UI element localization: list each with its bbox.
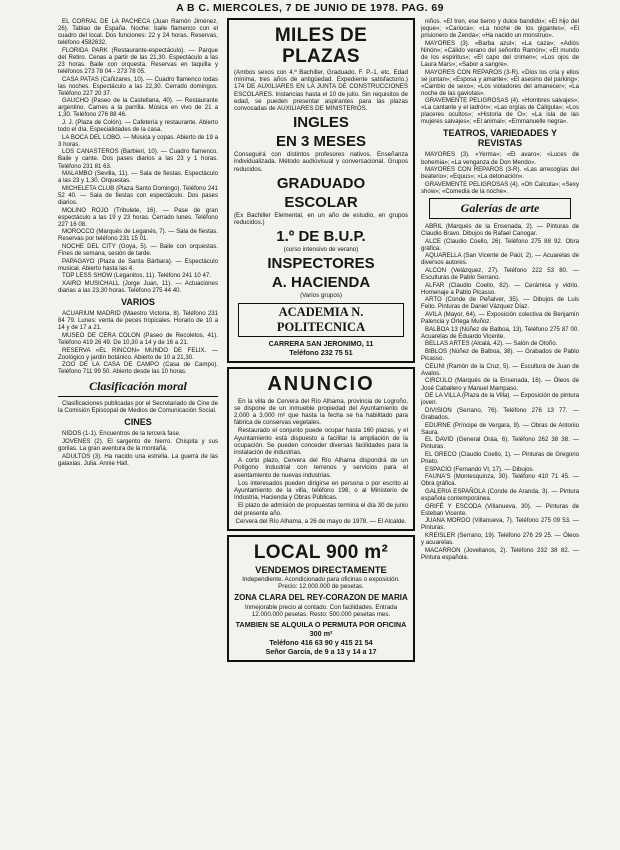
- ad-heading: EN 3 MESES: [275, 133, 367, 151]
- left-column: [58, 18, 218, 848]
- listing-paragraph: MOROCCO (Marqués de Leganés, 7). — Sala de fiestas. Reservas por teléfono 231 15 01.: [58, 228, 218, 243]
- anuncio-ad: [227, 367, 415, 531]
- ad-heading: INSPECTORES: [267, 255, 375, 273]
- local-phone: Teléfono 416 63 90 y 415 21 54: [269, 637, 373, 647]
- rating-paragraph: GRAVEMENTE PELIGROSAS (4). «Hombres salvajes»; «La cantante y el ladrón»; «Las orgías de Calígula»; «Los placeres ocultos»; «Historia de O»; «La isla de las mujeres salvajes»; «El animal»; «Emmanuelle negra».: [421, 97, 579, 126]
- varios-paragraph: ZOO DE LA CASA DE CAMPO (Casa de Campo). Teléfono 711 99 50. Abierto desde las 10 horas.: [58, 361, 218, 376]
- gallery-item: BELLAS ARTES (Alcalá, 42). — Salón de Otoño.: [425, 340, 558, 348]
- academy-address: CARRERA SAN JERONIMO, 11: [268, 338, 374, 348]
- local-title: LOCAL 900 m²: [253, 542, 389, 564]
- cines-paragraph: JOVENES (2). El sargento de hierro. Chispita y sus gorilas. La gran aventura de la montaña.: [58, 438, 218, 453]
- page-header: A B C. MIERCOLES, 7 DE JUNIO DE 1978. PAG. 69: [176, 2, 444, 14]
- anuncio-paragraph: Cervera del Río Alhama, a 26 de mayo de 1978. — El Alcalde.: [235, 517, 407, 525]
- local-subtitle: VENDEMOS DIRECTAMENTE: [255, 565, 387, 577]
- cines-paragraph: ADULTOS (3). Ha nacido una estrella. La guerra de las galaxias. Julia. Annie Hall.: [58, 452, 218, 467]
- academy-phone: Teléfono 232 75 51: [289, 347, 353, 357]
- gallery-item: ESPACIO (Fernando VI, 17). — Dibujos.: [425, 465, 535, 473]
- gallery-item: CIRCULO (Marqués de la Ensenada, 16). — Óleos de José Caballero y Manuel Mampaso.: [421, 377, 579, 392]
- teatros-paragraph: MAYORES (3). «Yerma»; «El avaro»; «Luces de bohemia»; «La venganza de Don Mendo».: [421, 151, 579, 166]
- ad-heading: ESCOLAR: [284, 193, 358, 211]
- gallery-item: ALCE (Claudio Coello, 26). Teléfono 275 88 92. Obra gráfica.: [421, 237, 579, 252]
- academy-name: ACADEMIA N. POLITECNICA: [238, 303, 404, 337]
- ad-title: MILES DE PLAZAS: [274, 25, 368, 67]
- gallery-item: EDURNE (Príncipe de Vergara, 9). — Obras de Antonio Saura.: [421, 421, 579, 436]
- gallery-item: AVILA (Mayor, 64). — Exposición colectiva de Benjamín Palencia y Ortega Muñoz.: [421, 311, 579, 326]
- anuncio-title: ANUNCIO: [267, 372, 375, 395]
- gallery-item: DIVISION (Serrano, 76). Teléfono 276 13 77. — Grabados.: [421, 406, 579, 421]
- gallery-item: GALERIA ESPAÑOLA (Conde de Aranda, 3). — Pintura española contemporánea.: [421, 487, 579, 502]
- ad-heading: INGLES: [293, 114, 349, 132]
- listing-paragraph: TOP LESS SHOW (Leganitos, 11). Teléfono 241 10 47.: [62, 272, 211, 280]
- rating-paragraph: MAYORES (3). «Barba azul»; «La caza»; «Adiós Ninón»; «Cálido verano del señorito Ramón»; «El mundo de los espíritus»; «El capo del crimen»; «Los ojos de Laura Mars»; «Sabor a sangre».: [421, 39, 579, 68]
- listing-paragraph: XAIRO MUSICHALL (Jorge Juan, 11). — Actuaciones diarias a las 23,30 horas. Teléfono 275 44 40.: [58, 280, 218, 295]
- local-body: Inmejorable precio al contado. Con facilidades. Entrada 12.000.000 pesetas. Resto: 500.000 pesetas mes.: [244, 603, 398, 618]
- gallery-item: MACARRON (Jovellanos, 2). Teléfono 232 38 82. — Pintura española.: [421, 546, 579, 561]
- rating-paragraph: MAYORES CON REPAROS (3-R). «Dios los cría y ellos se juntan»; «Esposa y amante»; «El asesino del parking»; «Cambio de sexo»; «Los violadores del amanecer»; «La noche de las gaviotas».: [421, 68, 579, 97]
- gallery-item: GRIFÉ Y ESCODA (Villanueva, 30). — Pinturas de Esteban Vicente.: [421, 502, 579, 517]
- gallery-item: ALFAR (Claudio Coello, 82). — Cerámica y vidrio. Homenaje a Pablo Picasso.: [421, 281, 579, 296]
- listing-paragraph: GAUCHO (Paseo de la Castellana, 40). — Restaurante argentino. Carnes a la parrilla. Música en vivo de 21 a 1,30. Teléfono 276 88 46.: [58, 97, 218, 119]
- listing-paragraph: MOLINO ROJO (Tribulete, 16). — Pase de gran espectáculo a las 19 y 23 horas. Cerrado lunes. Teléfono 227 16 08.: [58, 206, 218, 228]
- gallery-item: ARTO (Conde de Peñalver, 35). — Dibujos de Luis Feito. Pinturas de Daniel Vázquez Díaz.: [421, 296, 579, 311]
- local-rent: TAMBIEN SE ALQUILA O PERMUTA POR OFICINA 300 m²: [235, 619, 407, 638]
- gallery-item: AQUARELLA (San Vicente de Paúl, 2). — Acuarelas de diversos autores.: [421, 252, 579, 267]
- ad-body: (Varios grupos): [300, 292, 342, 300]
- anuncio-paragraph: Restaurado el conjunto puede ocupar hasta 160 plazas, y el Ayuntamiento está dispuesto a facilitar la ampliación de la ocupación. Se pueden conceder diversas facilidades para la instalación de industrias.: [234, 427, 408, 457]
- teatros-paragraph: GRAVEMENTE PELIGROSAS (4). «Oh Calcuta»; «Sexy show»; «Comedia de la noche».: [421, 180, 579, 195]
- anuncio-paragraph: A corto plazo, Cervera del Río Alhama dispondrá de un Polígono Industrial con terrenos y servicios para el asentamiento de nuevas industrias.: [234, 457, 408, 479]
- listing-paragraph: J. J. (Plaza de Colón). — Cafetería y restaurante. Abierto todo el día. Especialidades de la casa.: [58, 119, 218, 134]
- gallery-item: ABRIL (Marqués de la Ensenada, 2). — Pinturas de Claudio Bravo. Dibujos de Rafael Canogar.: [421, 222, 579, 237]
- listing-paragraph: LOS CANASTEROS (Barbieri, 10). — Cuadro flamenco. Baile y cante. Dos pases diarios a las 23 y 1 horas. Teléfono 231 81 63.: [58, 148, 218, 170]
- varios-paragraph: ACUARIUM MADRID (Maestro Victoria, 8). Teléfono 231 84 79. Lunes: venta de peces tropicales. Horario de 10 a 14 y de 17 a 21.: [58, 310, 218, 332]
- ad-heading: A. HACIENDA: [271, 274, 371, 292]
- gallery-item: KREISLER (Serrano, 19). Teléfono 276 29 25. — Óleos y acuarelas.: [421, 531, 579, 547]
- ad-body: Conseguirá con distintos profesores nativos. Enseñanza individualizada. Método audiovisual y conversacional. Grupos reducidos.: [234, 151, 408, 173]
- listing-paragraph: LA BOCA DEL LOBO. — Música y copas. Abierto de 19 a 3 horas.: [58, 133, 218, 148]
- cines-paragraph: NIDOS (1-1). Encuentros de la tercera fase.: [62, 430, 181, 438]
- gallery-item: DE LA VILLA (Plaza de la Villa). — Exposición de pintura joven.: [421, 392, 579, 407]
- ad-body: (Ex Bachiller Elemental, en un año de estudio, en grupos reducidos.): [234, 211, 408, 227]
- right-column: [421, 18, 579, 848]
- listing-paragraph: PAPAGAYO (Plaza de Santa Bárbara). — Espectáculo musical. Abierto hasta las 4.: [58, 257, 218, 272]
- anuncio-paragraph: El plazo de admisión de propuestas termina el día 30 de junio del presente año.: [234, 502, 408, 517]
- cines-heading: CINES: [124, 417, 152, 428]
- gallery-item: BALBOA 13 (Núñez de Balboa, 13). Teléfono 275 87 00. Acuarelas de Eduardo Vicente.: [421, 325, 579, 340]
- gallery-item: ALCON (Velázquez, 27). Teléfono 222 53 80. — Esculturas de Pablo Serrano.: [421, 267, 579, 282]
- gallery-item: EL DAVID (General Oráa, 6). Teléfono 262 38 38. — Pinturas.: [421, 436, 579, 451]
- gallery-item: CELINI (Ramón de la Cruz, 5). — Escultura de Juan de Avalos.: [421, 362, 579, 377]
- gallery-item: EL GRECO (Claudio Coello, 1). — Pinturas de Gregorio Prieto.: [421, 450, 579, 465]
- listing-paragraph: EL CORRAL DE LA PACHECA (Juan Ramón Jiménez, 26). Tablao de España. Noche: baile flamenco con el cuadro del local. Dos funciones: 22 y 24 horas. Reservas, teléfono 4582632.: [58, 18, 218, 47]
- galerias-heading: Galerías de arte: [429, 198, 571, 219]
- anuncio-paragraph: Los interesados pueden dirigirse en persona o por escrito al Ayuntamiento de la villa, teléfono 198, o al Ministerio de Industria, Hacienda y Obras Públicas.: [234, 479, 408, 502]
- local-zone: ZONA CLARA DEL REY-CORAZON DE MARIA: [234, 592, 408, 602]
- listing-paragraph: MICHELETA CLUB (Plaza Santo Domingo). Teléfono 241 52 40. — Sala de fiestas con espectáculo. Dos pases diarios.: [58, 184, 218, 206]
- listing-paragraph: NOCHE DEL CITY (Goya, 5). — Baile con orquestas. Fines de semana, sesión de tarde.: [58, 242, 218, 258]
- local-body: Independiente. Acondicionado para oficinas o exposición. Precio: 12.000.000 de pesetas.: [242, 576, 400, 591]
- moral-heading: Clasificación moral: [58, 379, 218, 397]
- ad-heading: GRADUADO: [276, 174, 366, 192]
- varios-heading: VARIOS: [121, 297, 155, 308]
- academy-ad: [227, 18, 415, 363]
- local-ad: [227, 535, 415, 662]
- gallery-item: JUANA MORDO (Villanueva, 7). Teléfono 275 09 53. — Pinturas.: [421, 517, 579, 532]
- listing-paragraph: CASA PATAS (Cañizares, 10). — Cuadro flamenco todas las noches. Espectáculo a las 22,30. Cerrado domingos. Teléfono 227 20 37.: [58, 75, 218, 97]
- middle-column: [227, 18, 415, 666]
- moral-intro: Clasificaciones publicadas por el Secretariado de Cine de la Comisión Episcopal de Medios de Comunicación Social.: [58, 400, 218, 415]
- varios-paragraph: MUSEO DE CERA COLON (Paseo de Recoletos, 41). Teléfono 419 26 49. De 10,30 a 14 y de 16 a 21.: [58, 331, 218, 346]
- gallery-item: FAUNA'S (Montesquinza, 30). Teléfono 410 71 45. — Obra gráfica.: [421, 473, 579, 488]
- ad-heading: 1.º DE B.U.P.: [276, 228, 366, 246]
- gallery-item: BIBLOS (Núñez de Balboa, 38). — Grabados de Pablo Picasso.: [421, 348, 579, 363]
- teatros-heading: TEATROS, VARIEDADES Y REVISTAS: [442, 128, 558, 149]
- ad-body: (Ambos sexos con 4.º Bachiller, Graduado, F. P.-1, etc. Edad mínima, tres años de antigüedad. Expediente satisfactorio.) 174 DE AUXILIARES EN LA JUNTA DE CONSTRUCCIONES ESCOLARES. Instancias hasta el 10 de julio. Sin requisitos de edad, se pueden presentar aspirantes para las plazas convocadas de AUXILIARES DE MINISTERIOS.: [234, 69, 408, 113]
- teatros-paragraph: MAYORES CON REPAROS (3-R). «Las arrecogías del beaterio»; «Equus»; «La detonación».: [421, 166, 579, 181]
- anuncio-paragraph: En la villa de Cervera del Río Alhama, provincia de Logroño, se dispone de un inmueble propiedad del Ayuntamiento de 2.000 a 3.000 m² que hasta la fecha se ha habilitado para fábrica de conservas vegetales.: [234, 397, 408, 427]
- varios-paragraph: RESERVA «EL RINCON» MUNDO DE FELIX. — Zoológico y jardín botánico. Abierto de 10 a 21,30.: [58, 346, 218, 361]
- local-contact: Señor García, de 9 a 13 y 14 a 17: [265, 646, 377, 656]
- listing-paragraph: FLORIDA PARK (Restaurante-espectáculo). — Parque del Retiro. Cenas a partir de las 21,30. Espectáculo a las 23 horas. Baile con orquesta. Reservas en taquilla y teléfonos 273 78 04 - 273 78 05.: [58, 46, 218, 75]
- rating-paragraph: niños. «El tren, ese tierno y dulce bandido»; «El hijo del jeque»; «Carioca»; «La noche de los gigantes»; «El prisionero de Zenda»; «Ha nacido un monstruo».: [421, 18, 579, 40]
- ad-body: (curso intensivo de verano): [283, 246, 359, 254]
- listing-paragraph: MALAMBO (Sevilla, 11). — Sala de fiestas. Espectáculo a las 23 y 1,30. Orquestas.: [58, 170, 218, 185]
